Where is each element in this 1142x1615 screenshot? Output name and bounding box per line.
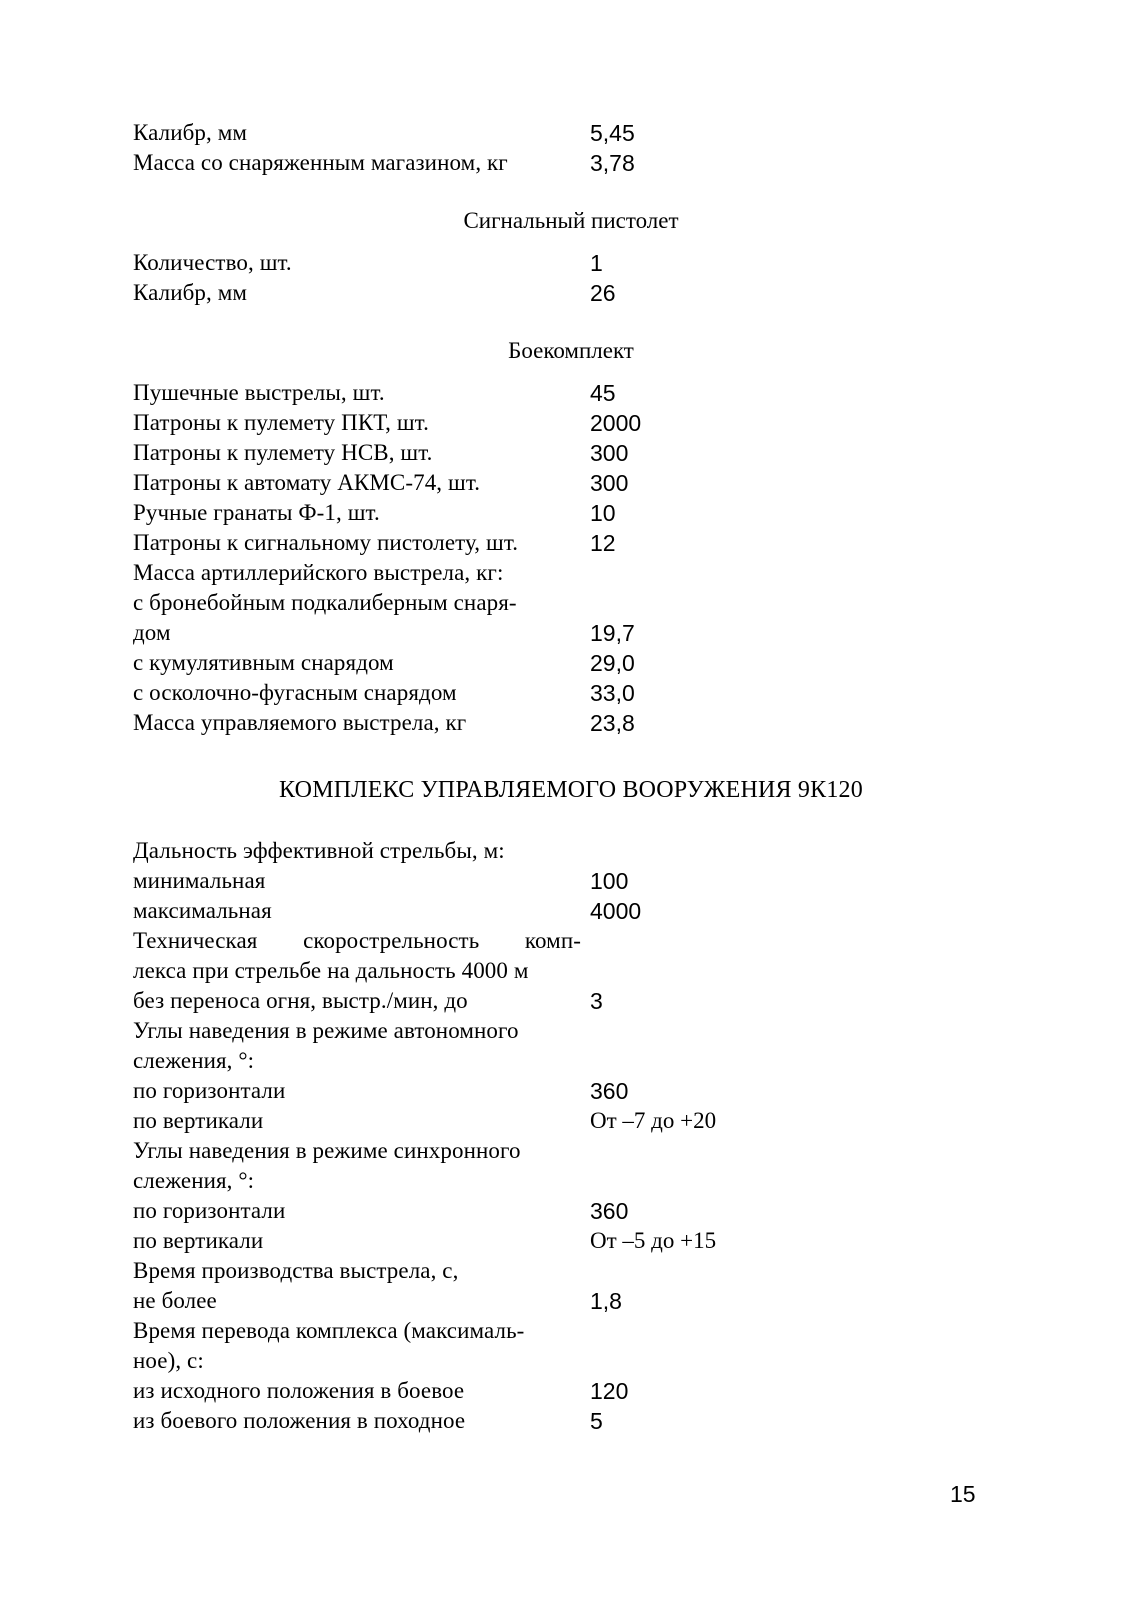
spec-label: с кумулятивным снарядом bbox=[133, 650, 394, 675]
spec-label: Патроны к пулемету ПКТ, шт. bbox=[133, 410, 429, 435]
spec-row bbox=[133, 1166, 1009, 1196]
spec-label: Техническая скорострельность комп- bbox=[133, 928, 581, 953]
spec-row bbox=[133, 118, 1009, 148]
spec-label: Углы наведения в режиме автономного bbox=[133, 1018, 519, 1043]
spec-label: Время перевода комплекса (максималь- bbox=[133, 1318, 525, 1343]
spec-value: 23,8 bbox=[590, 710, 635, 736]
spacer bbox=[133, 366, 1009, 378]
spec-row bbox=[133, 986, 1009, 1016]
spec-row bbox=[133, 1406, 1009, 1436]
spec-label: Калибр, мм bbox=[133, 120, 248, 145]
spec-label: Патроны к пулемету НСВ, шт. bbox=[133, 440, 433, 465]
spec-row bbox=[133, 468, 1009, 498]
spec-label: по горизонтали bbox=[133, 1198, 286, 1223]
spec-label: слежения, °: bbox=[133, 1168, 255, 1193]
spec-label: Время производства выстрела, с, bbox=[133, 1258, 459, 1283]
spec-value: 1,8 bbox=[590, 1288, 622, 1314]
spec-value: 360 bbox=[590, 1078, 629, 1104]
ammunition-group bbox=[133, 378, 1009, 738]
spec-label: Количество, шт. bbox=[133, 250, 292, 275]
spec-label: максимальная bbox=[133, 898, 272, 923]
spec-value: 10 bbox=[590, 500, 616, 526]
spec-row bbox=[133, 678, 1009, 708]
spec-row bbox=[133, 528, 1009, 558]
spec-value: 1 bbox=[590, 250, 603, 276]
spec-label: слежения, °: bbox=[133, 1048, 255, 1073]
spec-label: Масса со снаряженным магазином, кг bbox=[133, 150, 508, 175]
spec-row bbox=[133, 1226, 1009, 1256]
section-heading-signal-pistol bbox=[133, 206, 1009, 236]
spec-value: 100 bbox=[590, 868, 629, 894]
spec-label: Масса артиллерийского выстрела, кг: bbox=[133, 560, 504, 585]
spec-row bbox=[133, 378, 1009, 408]
spec-value: 2000 bbox=[590, 410, 642, 436]
spec-label: дом bbox=[133, 620, 171, 645]
spec-label: Углы наведения в режиме синхронного bbox=[133, 1138, 521, 1163]
spec-value: 33,0 bbox=[590, 680, 635, 706]
spec-row bbox=[133, 648, 1009, 678]
spec-value: 3 bbox=[590, 988, 603, 1014]
spec-label: без переноса огня, выстр./мин, до bbox=[133, 988, 468, 1013]
section-heading-label: КОМПЛЕКС УПРАВЛЯЕМОГО ВООРУЖЕНИЯ 9К120 bbox=[279, 777, 863, 803]
spec-row bbox=[133, 498, 1009, 528]
spec-label: Патроны к автомату АКМС-74, шт. bbox=[133, 470, 481, 495]
spec-row bbox=[133, 926, 1009, 956]
section-heading-guided-weapon bbox=[133, 774, 1009, 806]
spec-label: Калибр, мм bbox=[133, 280, 248, 305]
spec-row bbox=[133, 708, 1009, 738]
spec-row bbox=[133, 408, 1009, 438]
spec-value: 120 bbox=[590, 1378, 629, 1404]
spacer bbox=[133, 178, 1009, 206]
spec-label: по горизонтали bbox=[133, 1078, 286, 1103]
spec-row bbox=[133, 148, 1009, 178]
spec-value: 4000 bbox=[590, 898, 642, 924]
spec-label: с бронебойным подкалиберным снаря- bbox=[133, 590, 517, 615]
spec-value: 29,0 bbox=[590, 650, 635, 676]
spec-row bbox=[133, 956, 1009, 986]
section-heading-label: Боекомплект bbox=[508, 338, 634, 363]
spec-label: не более bbox=[133, 1288, 217, 1313]
spec-row bbox=[133, 1076, 1009, 1106]
document-content bbox=[133, 118, 1009, 1436]
spec-label: Масса управляемого выстрела, кг bbox=[133, 710, 467, 735]
spec-row bbox=[133, 1256, 1009, 1286]
spacer bbox=[133, 738, 1009, 774]
spec-row bbox=[133, 1106, 1009, 1136]
signal-pistol-group bbox=[133, 248, 1009, 308]
spec-row bbox=[133, 618, 1009, 648]
spec-row bbox=[133, 278, 1009, 308]
spec-row bbox=[133, 1286, 1009, 1316]
spec-label: по вертикали bbox=[133, 1228, 264, 1253]
page-number: 15 bbox=[950, 1481, 976, 1507]
spec-row bbox=[133, 836, 1009, 866]
spec-label: Дальность эффективной стрельбы, м: bbox=[133, 838, 505, 863]
spec-label: из исходного положения в боевое bbox=[133, 1378, 465, 1403]
spec-row bbox=[133, 1376, 1009, 1406]
spec-value: 360 bbox=[590, 1198, 629, 1224]
section-heading-ammunition bbox=[133, 336, 1009, 366]
spec-label: минимальная bbox=[133, 868, 266, 893]
spec-value: 5 bbox=[590, 1408, 603, 1434]
spec-value: 26 bbox=[590, 280, 616, 306]
spec-value: 5,45 bbox=[590, 120, 635, 146]
spec-label: с осколочно-фугасным снарядом bbox=[133, 680, 457, 705]
spec-row bbox=[133, 1136, 1009, 1166]
section-heading-label: Сигнальный пистолет bbox=[463, 208, 679, 233]
spec-value: От –7 до +20 bbox=[590, 1108, 717, 1133]
spec-row bbox=[133, 438, 1009, 468]
spec-label: Ручные гранаты Ф-1, шт. bbox=[133, 500, 380, 525]
spec-row bbox=[133, 896, 1009, 926]
spacer bbox=[133, 236, 1009, 248]
spec-row bbox=[133, 1346, 1009, 1376]
spec-row bbox=[133, 1196, 1009, 1226]
spec-value: 300 bbox=[590, 440, 629, 466]
spec-value: 300 bbox=[590, 470, 629, 496]
spec-row bbox=[133, 1316, 1009, 1346]
spec-value: 12 bbox=[590, 530, 616, 556]
spec-value: 19,7 bbox=[590, 620, 635, 646]
spec-row bbox=[133, 1046, 1009, 1076]
spec-label: Пушечные выстрелы, шт. bbox=[133, 380, 385, 405]
guided-weapon-group bbox=[133, 836, 1009, 1436]
spacer bbox=[133, 308, 1009, 336]
spec-label: из боевого положения в походное bbox=[133, 1408, 466, 1433]
spec-row bbox=[133, 1016, 1009, 1046]
spec-row bbox=[133, 866, 1009, 896]
spec-label: по вертикали bbox=[133, 1108, 264, 1133]
top-spec-group bbox=[133, 118, 1009, 178]
spec-value: От –5 до +15 bbox=[590, 1228, 717, 1253]
spec-label: ное), с: bbox=[133, 1348, 204, 1373]
spec-value: 3,78 bbox=[590, 150, 635, 176]
spec-row bbox=[133, 248, 1009, 278]
spec-row bbox=[133, 588, 1009, 618]
spec-label: лекса при стрельбе на дальность 4000 м bbox=[133, 958, 529, 983]
spec-value: 45 bbox=[590, 380, 616, 406]
spacer bbox=[133, 806, 1009, 836]
spec-label: Патроны к сигнальному пистолету, шт. bbox=[133, 530, 519, 555]
spec-row bbox=[133, 558, 1009, 588]
